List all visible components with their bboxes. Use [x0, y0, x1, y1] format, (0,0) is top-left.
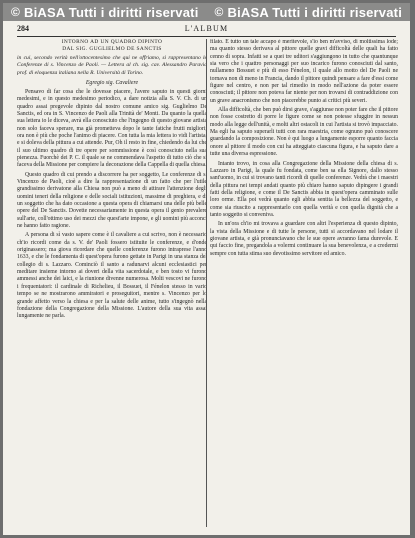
watermark-item [11, 5, 199, 20]
salutation: Egregio sig. Cavaliere [85, 79, 139, 86]
column-divider [206, 39, 207, 527]
article-intro: in cui, secondo verità nell'ottocentesimo che qui ne offriamo, si rappresentano le Conferenze di s. Vincenzo de Paoli. — Lettera al ch. sig. cav. Alessandro Paravia prof. di eloquenza italiana nella R. Università di Torino. [17, 55, 207, 76]
paragraph: Alla difficoltà, che ben può dirsi grave, s'aggiunse non poter fare che il pittore non fosse costretto di porre le figure come se non potesse sfuggire in nessun modo alla legge dell'unità, e molti altri ostacoli in cui l'artista si trovò impacciato. Ma egli ha saputo superarli tutti con rara maestria, come ognuno può conoscere guardando la composizione. Non è qui luogo a lungamente esporre quanto faccia onore al pittore il modo con cui ha atteggiato ciascuna figura, e ha saputo dare a tutte una diversa espressione. [210, 107, 398, 158]
paragraph: In un'ora ch'io mi trovava a guardare con altri l'esperienza di questo dipinto, la vista della Missione e di tutte le persone, tutti si accordavano nel lodare il giovane artista, e già pronunciavano che le sue opere avranno fama durevole. E qui faccio fine, pregandola a volermi continuare la sua benevolenza, e a credermi sempre con tutta stima suo devotissimo servitore ed amico. [210, 221, 398, 257]
copyright-icon: © [10, 5, 21, 19]
watermark-text: BiASA Tutti i diritti riservati [227, 4, 403, 20]
watermark-text: BiASA Tutti i diritti riservati [24, 4, 199, 20]
article-heading [17, 39, 207, 53]
paragraph: Questo quadro di cui prendo a discorrere ha per soggetto, Le conferenze di s. Vincenzo de Paoli, cioè a dire la rappresentazione di un fatto che per l'utile grandissimo derivatone alla Chiesa non può a meno di attirare l'attenzione degli uomini teneri della religione e delle sociali istituzioni, massime di preghiera, e di un soggetto che ha dato occasione a questa opera di chiamarsi una delle più belle opere del De Sanctis. Dovette necessariamente in questa opera il genio prevalere sull'arte, coll'ottimo uso dei mezzi che quest'arte impone, e gli uomini più acconci ne hanno fatto ragione. [17, 171, 207, 230]
header-rule [17, 36, 396, 37]
paragraph: filato. E tutto un tale accapo è meritevole, s'io ben m'avviso, di moltissima lode; ma quanto stesso derivava al pittore quelle gravi difficoltà delle quali ha fatto cenno di sopra. Infatti se a quei tre uditori s'aggiungono in tutto che quantunque sia vero che i quattro personaggi per suo incarico furono conosciuti dal santo, nullameno Bossuet e più di esso Fénelon, il quale allo motto del De Paoli ne tornava non di meno in Francia, dando il pittore quindi pensare a fare d'essi come figure nel centro, e non per tal rimedio in modo nell'azione da poter essere conosciuti; il pittore non poteva far niente per non trovarsi di contraddizione con un grave anacronismo che non piacerebbe punto ai critici più severi. [210, 39, 398, 104]
right-column [210, 39, 398, 527]
article-heading-line: DAL SIG. GUGLIELMO DE SANCTIS [62, 46, 162, 52]
left-column [17, 39, 207, 527]
watermark-banner [3, 3, 410, 21]
paragraph: Intanto trovo, in cosa alla Congregazione della Missione della chiesa di s. Lazzaro in Parigi, la quale fu fondata, come ben sa ella Signore, dallo stesso sant'uomo, in cui si trovano tanti ricordi di quelle conferenze. Vedrà che i maestri della pittura nei tempi andati quanto più chiaro hanno saputo dipingere i grandi fatti della religione, e come il De Sanctis abbia in quest'opera camminato sulle loro orme. Ella poi vedrà quanto egli abbia sentita la bellezza del soggetto, e come sia riuscito a rappresentarlo con quella verità e con quella dignità che a tanto soggetto si conveniva. [210, 160, 398, 218]
page-header [17, 24, 396, 36]
article-heading-line: INTORNO AD UN QUADRO DIPINTO [61, 39, 163, 45]
newspaper-page [3, 3, 410, 535]
page-number: 284 [17, 24, 29, 33]
watermark-item [214, 5, 402, 20]
paragraph: A persona di sì vasto sapere come è il cavaliere a cui scrivo, non è necessario ch'io ricordi come da s. V. de' Paoli fossero istituite le conferenze, e d'onde originassero; ma giova ricordare che quelle conferenze furono intraprese l'anno 1633, e che le fondamenta di quest'opera furono gettate in Parigi in una stanza del collegio di s. Lazzaro. Cominciò il santo a radunarvi alcuni ecclesiastici per meditare insieme intorno ai doveri della vita sacerdotale, e ben tosto vi furono ammessi anche dei laici, e la riunione divenne numerosa. Molti vescovi ne furono i frequentatori: il cardinale di Richelieu, il Bossuet, il Fénelon stesso in vario tempo se ne mostrarono ammiratori e proseguitori, mentre s. Vincenzo per lo grande affetto verso la chiesa e per la salute delle anime, tutto s'ingegnò nella fondazione della Congregazione della Missione. L'autore della sua vita assai lungamente ne parla. [17, 232, 207, 320]
page-title: L'ALBUM [184, 24, 229, 33]
copyright-icon: © [214, 5, 224, 19]
paragraph: Pensavo di far cosa che le dovesse piacere, l'avere saputo in questi giorni medesimi, e in questo medesimo periodico, a dare notizia alla S. V. Ch. di un quadro assai pregevole dipinto dal nostro comune amico sig. Guglielmo De Sanctis, ed ora in S. Vincenzo de Paoli alla Trinità de' Monti. Da quanto la quella sua lettera io le diceva, avrà ella conosciuto che l'ingegno di questo giovane artista non solo faceva sperare, ma già prometteva dopo le tante fatiche frutti migliori; ora non è più che poche l'animo di piacere. Con tutta la mia lettera io vidi l'artista, e si doleva della pittura a cui attende. Pur, Oh il resto in fine, chiedendo da lui che il suo ultimo quadro di tre opere per sommissione è così conosciuto nella sua pienezza. Fuorchè dei P. C. il quale se ne commendava l'aspetto di tutto ciò che si faceva della Missione per compiere la decorazione della Cappella di quella chiesa. [17, 88, 207, 169]
